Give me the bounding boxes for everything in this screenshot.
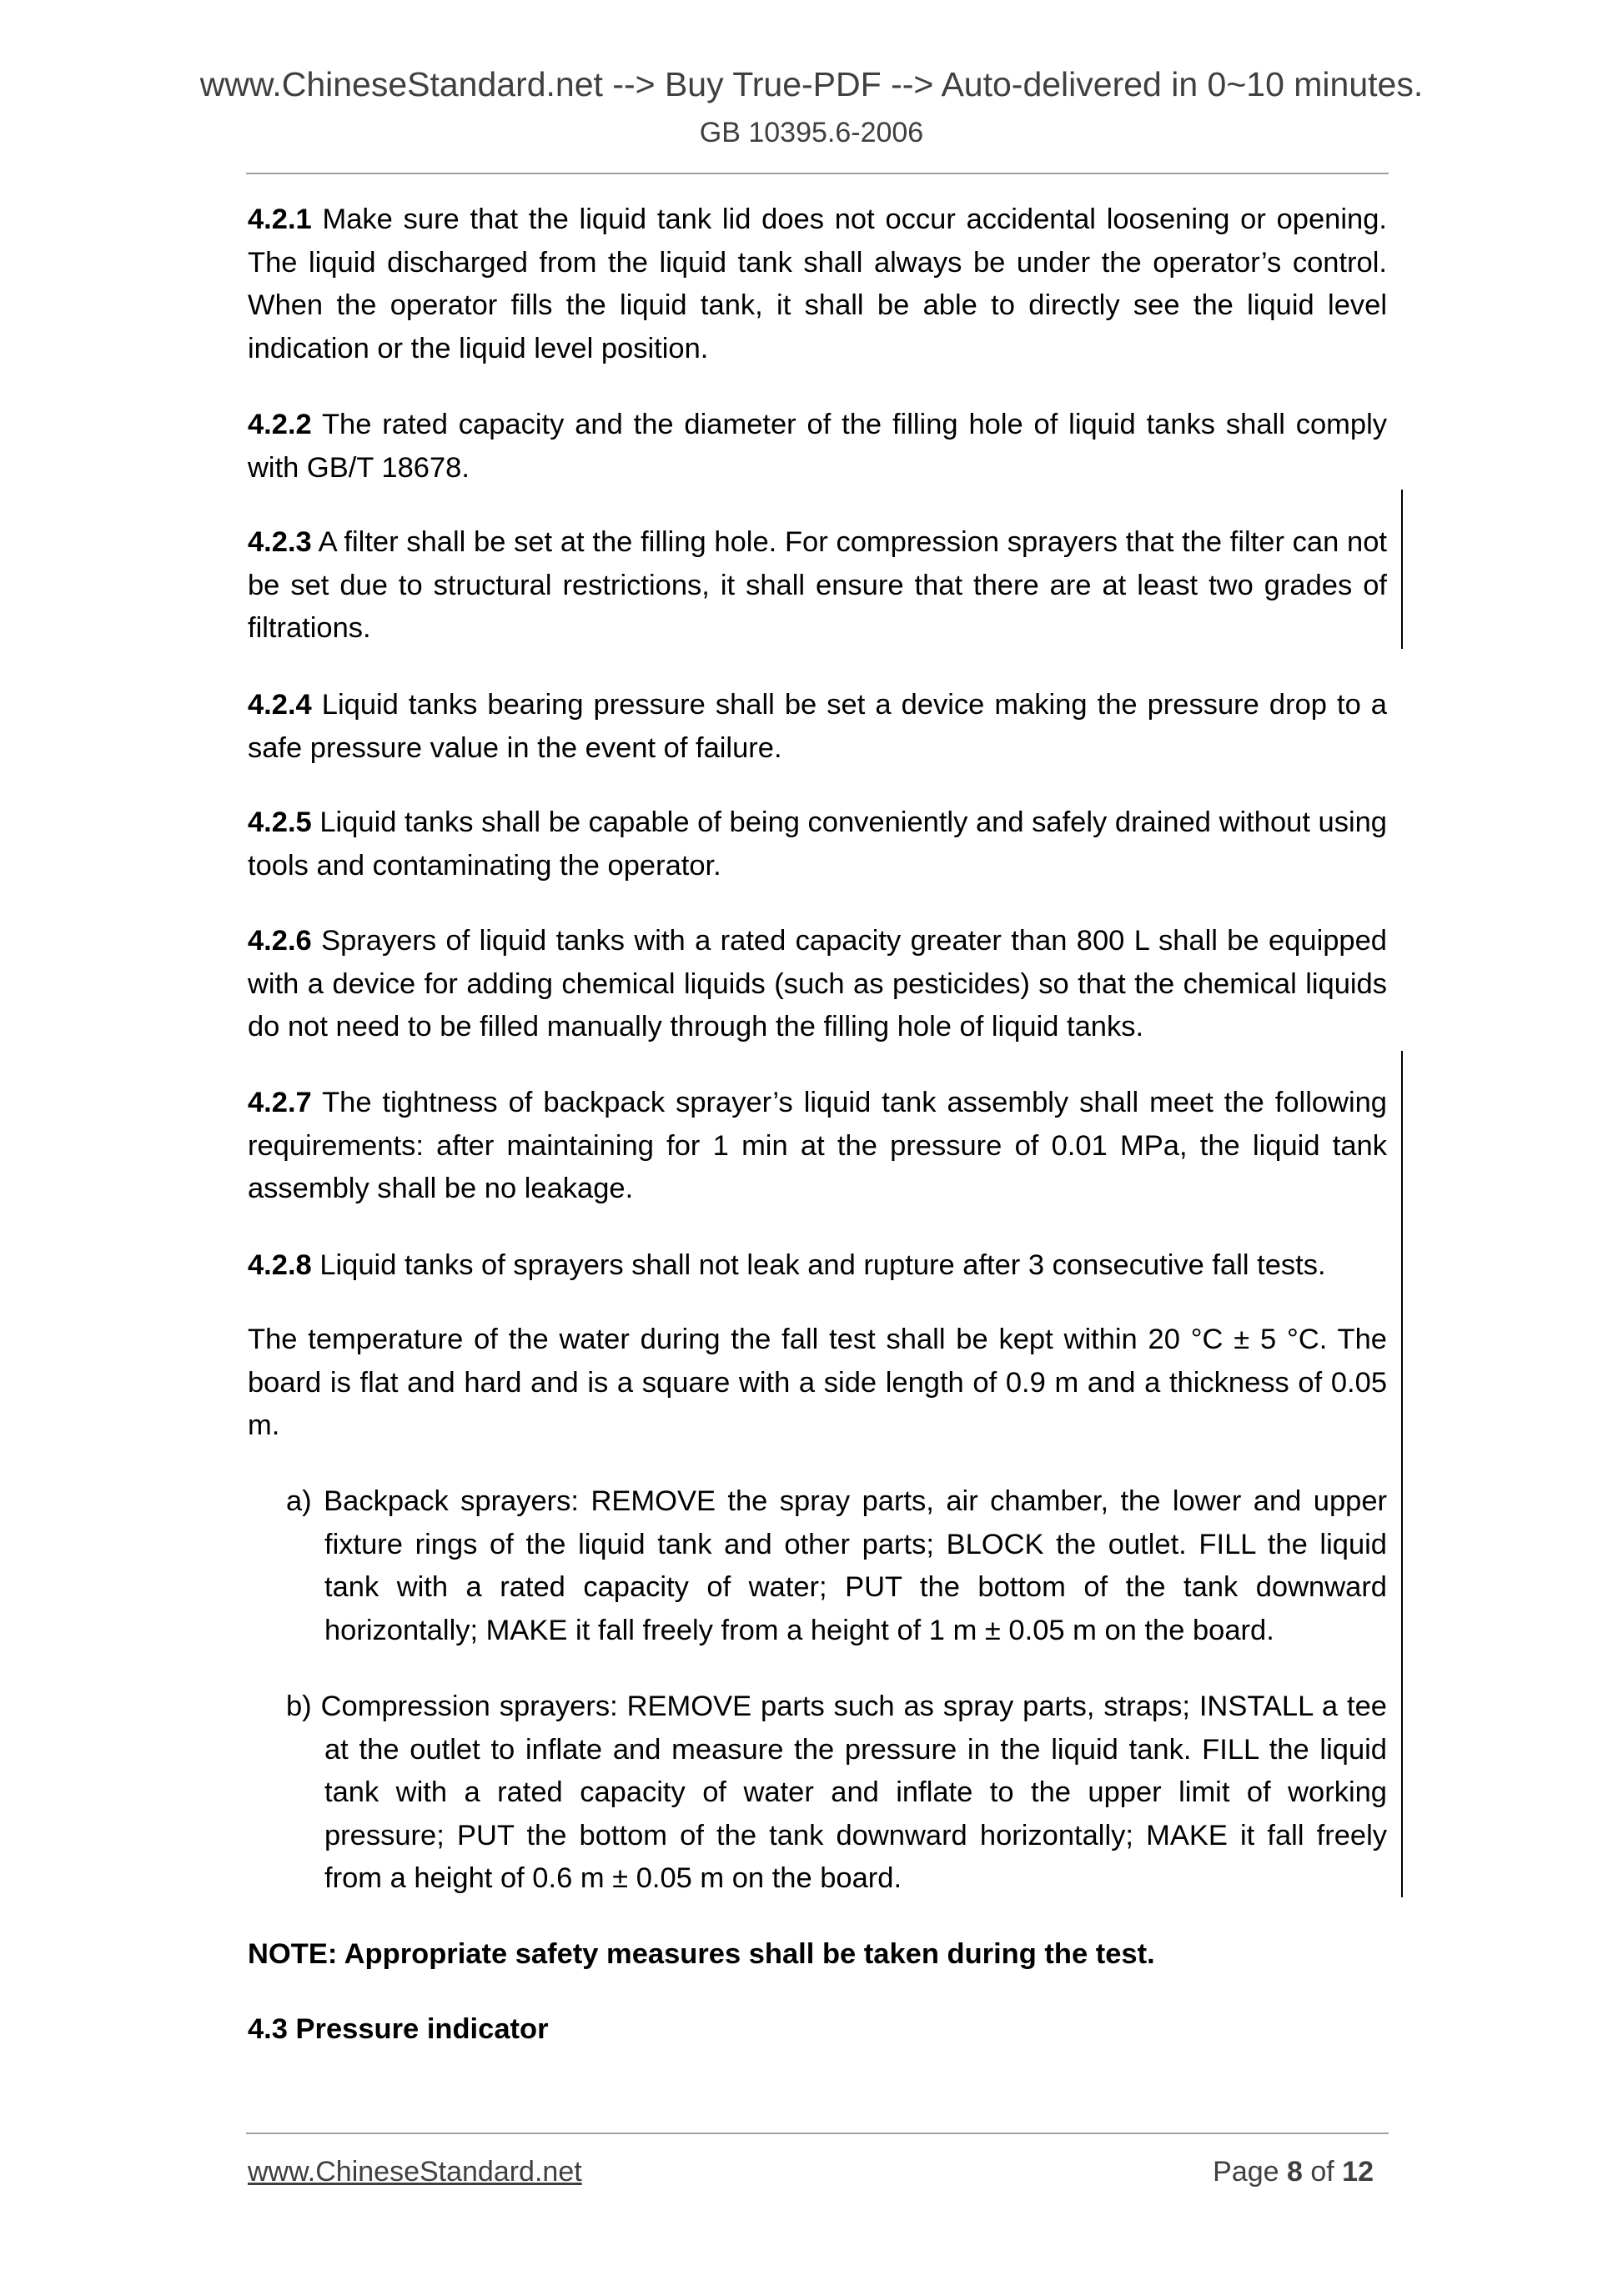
note: NOTE: Appropriate safety measures shall be taken during the test. xyxy=(248,1938,1155,1970)
list-item-a: a) Backpack sprayers: REMOVE the spray parts, air chamber, the lower and upper fixture rings of the liquid tank and other parts; BLOCK the outlet. FILL the liquid tank with a rated capacity of water; PUT the bottom of the tank downward horizontally; MAKE it fall freely from a height of 1 m ± 0.05 m on the board. xyxy=(286,1485,1387,1646)
clause-number: 4.2.5 xyxy=(248,806,312,838)
header-divider xyxy=(246,173,1389,174)
header-banner: www.ChineseStandard.net --> Buy True-PDF --> Auto-delivered in 0~10 minutes. xyxy=(199,65,1424,103)
clause-4-2-7 xyxy=(248,1082,1387,1211)
page-indicator xyxy=(1213,2156,1374,2188)
section-heading: 4.3 Pressure indicator xyxy=(248,2013,549,2045)
clause-text: Make sure that the liquid tank lid does not occur accidental loosening or opening. The liquid discharged from the liquid tank shall always be under the operator’s control. When the operator fills the liquid tank, it shall be able to directly see the liquid level indication or the liquid level position. xyxy=(248,203,1387,364)
clause-number: 4.2.7 xyxy=(248,1087,312,1118)
list-item-b: b) Compression sprayers: REMOVE parts such as spray parts, straps; INSTALL a tee at the outlet to inflate and measure the pressure in the liquid tank. FILL the liquid tank with a rated capacity of water and inflate to the upper limit of working pressure; PUT the bottom of the tank downward horizontally; MAKE it fall freely from a height of 0.6 m ± 0.05 m on the board. xyxy=(286,1691,1387,1894)
footer-site-link[interactable]: www.ChineseStandard.net xyxy=(248,2156,582,2188)
clause-text: The rated capacity and the diameter of the filling hole of liquid tanks shall comply with GB/T 18678. xyxy=(248,409,1387,484)
clause-4-2-3 xyxy=(248,521,1387,651)
clause-number: 4.2.1 xyxy=(248,203,312,235)
of-label: of xyxy=(1302,2156,1343,2188)
clause-text: The tightness of backpack sprayer’s liquid tank assembly shall meet the following requirements: after maintaining for 1 min at the pressure of 0.01 MPa, the liquid tank assembly shall be no leakage. xyxy=(248,1087,1387,1204)
clause-number: 4.2.6 xyxy=(248,925,312,957)
clause-4-2-6 xyxy=(248,920,1387,1049)
clause-text: Liquid tanks bearing pressure shall be set a device making the pressure drop to a safe pressure value in the event of failure. xyxy=(248,689,1387,764)
clause-number: 4.2.3 xyxy=(248,526,312,558)
clause-4-2-5 xyxy=(248,801,1387,887)
clause-text: Sprayers of liquid tanks with a rated capacity greater than 800 L shall be equipped with a device for adding chemical liquids (such as pesticides) so that the chemical liquids do not need to be filled manually through the filling hole of liquid tanks. xyxy=(248,925,1387,1042)
footer-divider xyxy=(246,2133,1389,2134)
current-page: 8 xyxy=(1287,2156,1303,2188)
clause-text: A filter shall be set at the filling hole. For compression sprayers that the filter can not be set due to structural restrictions, it shall ensure that there are at least two grades of filtrations. xyxy=(248,526,1387,644)
clause-number: 4.2.4 xyxy=(248,689,312,721)
clause-4-2-1 xyxy=(248,198,1387,370)
clause-text: Liquid tanks of sprayers shall not leak and rupture after 3 consecutive fall tests. xyxy=(311,1249,1326,1281)
standard-number: GB 10395.6-2006 xyxy=(699,117,924,148)
clause-4-2-4 xyxy=(248,684,1387,770)
temperature-paragraph: The temperature of the water during the fall test shall be kept within 20 °C ± 5 °C. The board is flat and hard and is a square with a side length of 0.9 m and a thickness of 0.05 m. xyxy=(248,1324,1387,1441)
clause-number: 4.2.2 xyxy=(248,409,312,440)
clause-4-2-8 xyxy=(248,1244,1387,1288)
change-bar xyxy=(1401,490,1403,649)
page-label: Page xyxy=(1213,2156,1287,2188)
clause-4-2-2 xyxy=(248,404,1387,490)
clause-number: 4.2.8 xyxy=(248,1249,312,1281)
total-pages: 12 xyxy=(1342,2156,1374,2188)
clause-text: Liquid tanks shall be capable of being conveniently and safely drained without using tools and contaminating the operator. xyxy=(248,806,1387,882)
change-bar xyxy=(1401,1051,1403,1897)
